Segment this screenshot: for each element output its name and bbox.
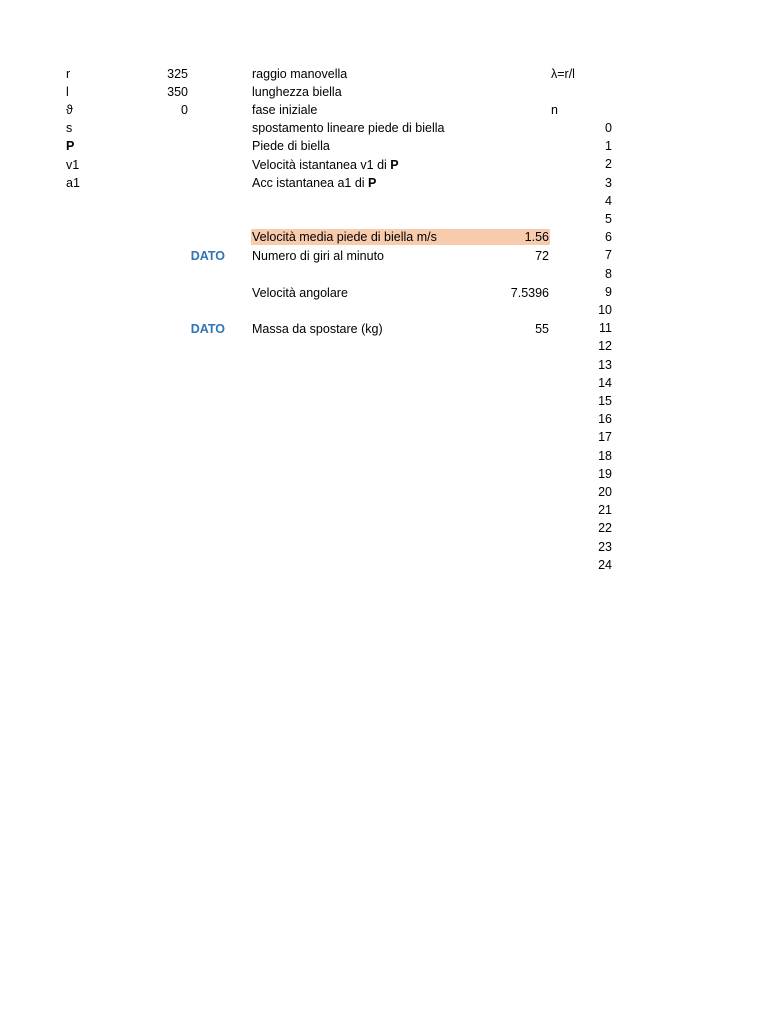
angular-speed-value: 7.5396 bbox=[510, 286, 549, 300]
description-p: Piede di biella bbox=[252, 139, 330, 153]
n-label: n bbox=[551, 103, 558, 117]
n-value: 23 bbox=[598, 540, 612, 554]
average-speed-row bbox=[251, 229, 550, 245]
rpm-label: Numero di giri al minuto bbox=[252, 249, 384, 263]
n-value: 16 bbox=[598, 412, 612, 426]
n-value: 19 bbox=[598, 467, 612, 481]
symbol-theta: ϑ bbox=[66, 103, 73, 117]
n-value: 18 bbox=[598, 449, 612, 463]
n-value: 9 bbox=[605, 285, 612, 299]
dato-tag-mass: DATO bbox=[190, 322, 225, 336]
description-v1-text: Velocità istantanea v1 di bbox=[252, 158, 391, 172]
mass-label: Massa da spostare (kg) bbox=[252, 322, 383, 336]
n-value: 0 bbox=[605, 121, 612, 135]
description-a1-text: Acc istantanea a1 di bbox=[252, 176, 369, 190]
n-value: 22 bbox=[598, 521, 612, 535]
description-a1 bbox=[252, 175, 376, 191]
n-value: 12 bbox=[598, 339, 612, 353]
n-value: 7 bbox=[605, 248, 612, 262]
value-r: 325 bbox=[167, 67, 188, 81]
description-v1-bold: P bbox=[390, 158, 399, 172]
n-value: 3 bbox=[605, 176, 612, 190]
description-r: raggio manovella bbox=[252, 67, 348, 81]
n-value: 17 bbox=[598, 430, 612, 444]
symbol-v1: v1 bbox=[66, 158, 80, 172]
description-a1-bold: P bbox=[368, 176, 377, 190]
n-value: 5 bbox=[605, 212, 612, 226]
symbol-a1: a1 bbox=[66, 176, 80, 190]
description-theta: fase iniziale bbox=[252, 103, 318, 117]
symbol-r: r bbox=[66, 67, 71, 81]
n-value: 2 bbox=[605, 157, 612, 171]
n-value: 14 bbox=[598, 376, 612, 390]
n-value: 1 bbox=[605, 139, 612, 153]
symbol-p: P bbox=[66, 139, 75, 153]
angular-speed-label: Velocità angolare bbox=[252, 286, 348, 300]
n-value: 4 bbox=[605, 194, 612, 208]
lambda-label: λ=r/l bbox=[551, 67, 575, 81]
description-v1 bbox=[252, 157, 399, 173]
average-speed-label: Velocità media piede di biella m/s bbox=[252, 230, 437, 244]
n-value: 11 bbox=[599, 321, 612, 335]
description-s: spostamento lineare piede di biella bbox=[252, 121, 445, 135]
n-value: 24 bbox=[598, 558, 612, 572]
symbol-s: s bbox=[66, 121, 73, 135]
n-value: 13 bbox=[598, 358, 612, 372]
n-value: 10 bbox=[598, 303, 612, 317]
n-value: 8 bbox=[605, 267, 612, 281]
description-l: lunghezza biella bbox=[252, 85, 342, 99]
mass-value: 55 bbox=[535, 322, 549, 336]
n-value: 15 bbox=[598, 394, 612, 408]
value-l: 350 bbox=[167, 85, 188, 99]
average-speed-value: 1.56 bbox=[524, 230, 549, 244]
symbol-l: l bbox=[66, 85, 69, 99]
n-value: 6 bbox=[605, 230, 612, 244]
rpm-value: 72 bbox=[535, 249, 549, 263]
value-theta: 0 bbox=[181, 103, 188, 117]
n-value: 21 bbox=[598, 503, 612, 517]
n-value: 20 bbox=[598, 485, 612, 499]
dato-tag-rpm: DATO bbox=[190, 249, 225, 263]
